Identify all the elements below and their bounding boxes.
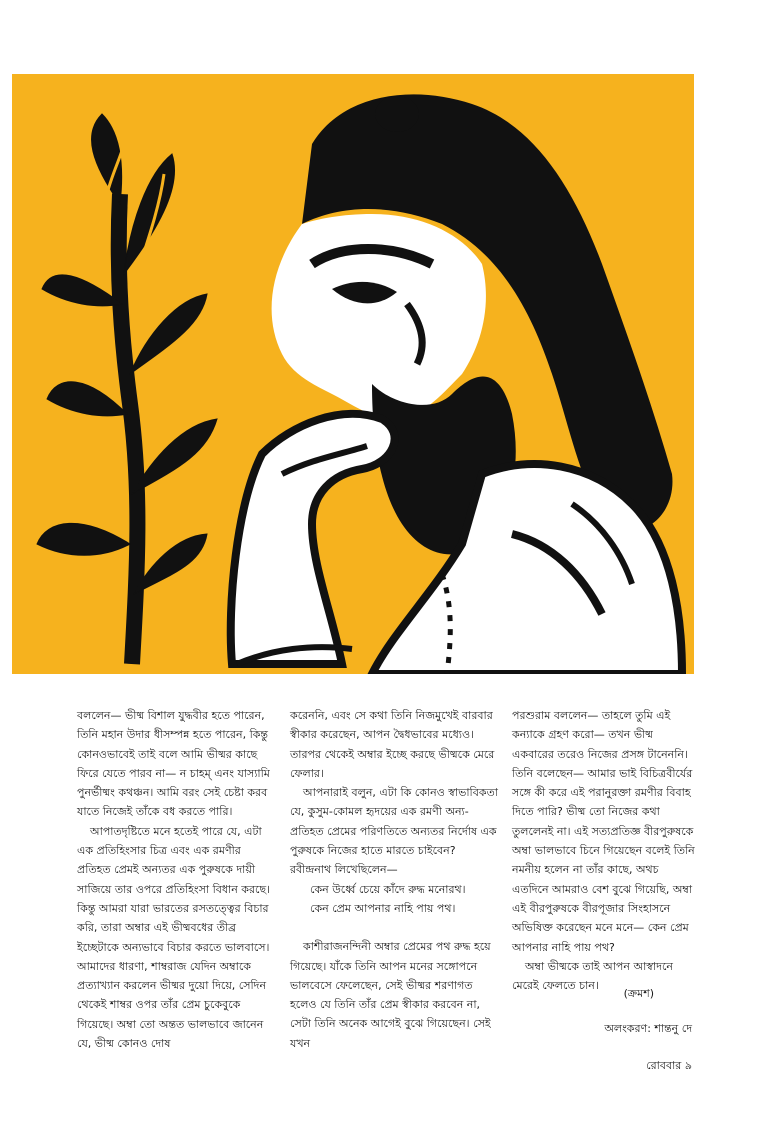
article-column-2	[290, 706, 498, 1053]
paragraph: কাশীরাজনন্দিনী অম্বার প্রেমের পথ রুদ্ধ হয়ে গিয়েছে। যাঁকে তিনি আপন মনের সঙ্গোপনে ভালবেসে ফেলেছেন, সেই ভীষ্মর শরণাগত হলেও যে তিনি তাঁর প্রেম স্বীকার করবেন না, সেটা তিনি অনেক আগেই বুঝে গিয়েছেন। সেই যখন	[290, 940, 491, 1050]
paragraph: করেননি, এবং সে কথা তিনি নিজমুখেই বারবার স্বীকার করেছেন, আপন দ্বৈধভাবের মধ্যেও। তারপর থেকেই অম্বার ইচ্ছে করছে ভীষ্মকে মেরে ফেলার।	[290, 709, 495, 780]
illustration-credit: অলংকরণ: শান্তনু দে	[604, 1022, 692, 1035]
article-column-3	[512, 706, 698, 995]
paragraph: পরশুরাম বললেন— তাহলে তুমি এই কন্যাকে গ্রহণ করো— তখন ভীষ্ম একবারের তরেও নিজের প্রসঙ্গ টানেননি। তিনি বলেছেন— আমার ভাই বিচিত্রবীর্যের সঙ্গে কী করে এই পরানুরক্তা রমণীর বিবাহ দিতে পারি? ভীষ্ম তো নিজের কথা তুললেনই না। এই সত্যপ্রতিজ্ঞ বীরপুরুষকে অম্বা ভালভাবে চিনে গিয়েছেন বলেই তিনি নমনীয় হলেন না তাঁর কাছে, অথচ এতদিনে আমরাও বেশ বুঝে গিয়েছি, অম্বা এই বীরপুরুষকে বীরপূজার সিংহাসনে অভিষিক্ত করেছেন মনে মনে— কেন প্রেম আপনার নাহি পায় পথ?	[512, 709, 695, 954]
paragraph: বললেন— ভীষ্ম বিশাল যুদ্ধবীর হতে পারেন, তিনি মহান উদার ধীসম্পন্ন হতে পারেন, কিন্তু কোনওভাবেই তাই বলে আমি ভীষ্মর কাছে ফিরে যেতে পারব না— ন চাহম্‌ এনং যাস্যামি পুনর্ভীষ্মং কথঞ্চন। আমি বরং সেই চেষ্টা করব যাতে নিজেই তাঁকে বধ করতে পারি।	[77, 709, 270, 819]
paragraph: আপাতদৃষ্টিতে মনে হতেই পারে যে, এটা এক প্রতিহিংসার চিত্র এবং এক রমণীর প্রতিহত প্রেমই অন্যতর এক পুরুষকে দায়ী সাজিয়ে তার ওপরে প্রতিহিংসা বিধান করছে। কিন্তু আমরা যারা ভারতের রসতত্ত্বের বিচার করি, তারা অম্বার এই ভীষ্মবধের তীব্র ইচ্ছেটাকে অন্যভাবে বিচার করতে ভালবাসে। আমাদের ধারণা, শাম্বরাজ যেদিন অম্বাকে প্রত্যাখ্যান করলেন ভীষ্মর দুয়ো দিয়ে, সেদিন থেকেই শাম্বর ওপর তাঁর প্রেম চুকেবুকে গিয়েছে। অম্বা তো অন্তত ভালভাবে জানেন যে, ভীষ্ম কোনও দোষ	[77, 824, 271, 1051]
paragraph: আপনারাই বলুন, এটা কি কোনও স্বাভাবিকতা যে, কুসুম-কোমল হৃদয়ের এক রমণী অন্য-প্রতিহত প্রেমের পরিণতিতে অন্যতর নির্দোষ এক পুরুষকে নিজের হাতে মারতে চাইবেন? রবীন্দ্রনাথ লিখেছিলেন—	[290, 786, 498, 877]
illustration-panel	[12, 74, 694, 674]
page-folio: রোববার ৯	[646, 1059, 692, 1072]
verse-line: কেন প্রেম আপনার নাহি পায় পথ।	[310, 901, 456, 915]
verse-line: কেন উর্ধ্বে চেয়ে কাঁদে রুদ্ধ মনোরথ।	[310, 882, 466, 896]
paragraph: অম্বা ভীষ্মকে তাই আপন আস্বাদনে মেরেই ফেলতে চান।	[512, 959, 673, 993]
bhishma-amba-illustration	[12, 74, 694, 674]
article-column-1	[77, 706, 277, 1053]
to-be-continued: (ক্রমশ)	[623, 987, 654, 1000]
